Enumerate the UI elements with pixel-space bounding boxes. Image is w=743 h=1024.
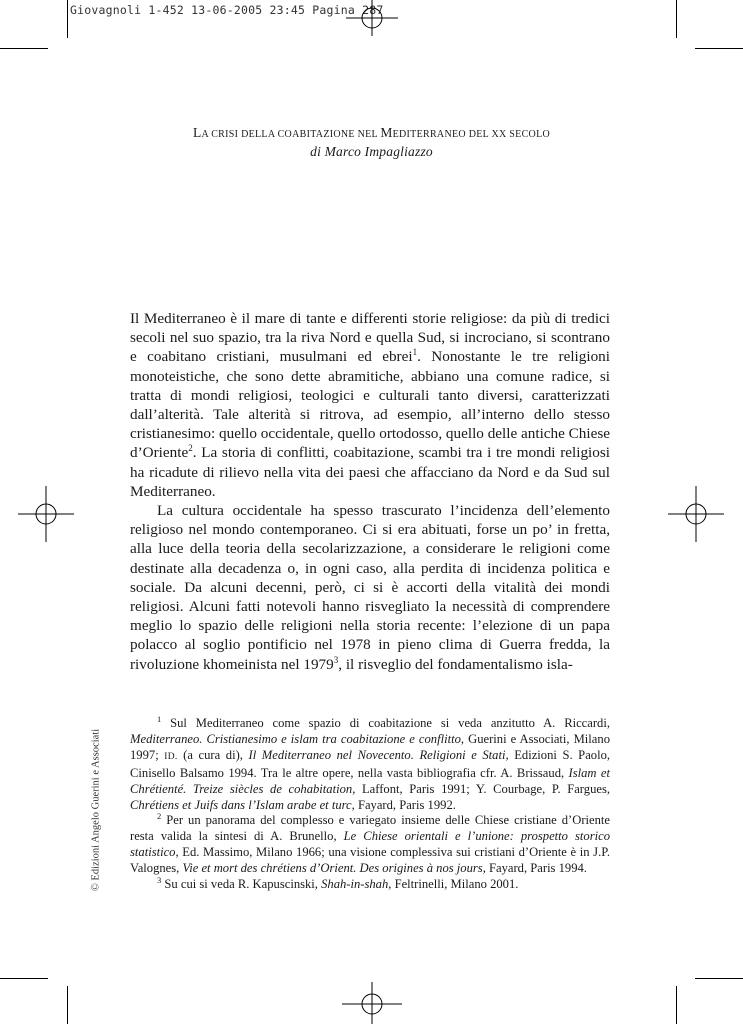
text-run: La cultura occidentale ha spesso trascurato l’incidenza dell’elemento religioso nel mondo contemporaneo. Ci si era abituati, forse un po’ in fretta, alla luce della teoria della secolarizzazione, a considerare le religioni come destinate alla decadenza o, in ogni caso, alla perdita di incidenza politica e sociale. Da alcuni decenni, però, ci si è accorti della vitalità dei mondi religiosi. Alcuni fatti notevoli hanno risvegliato la necessità di comprendere meglio lo spazio delle religioni nella storia recente: l’elezione di un papa polacco al soglio pontificio nel 1978 in pieno clima di Guerra fredda, la rivoluzione khomeinista nel 1979	[130, 502, 610, 673]
body-text	[130, 309, 610, 674]
chapter-author: di Marco Impagliazzo	[310, 144, 433, 159]
text-run: Per un panorama del complesso e variegato insieme delle Chiese cristiane d’Oriente resta valida la sintesi di A. Brunello,	[130, 813, 610, 844]
footnote-1	[130, 716, 610, 813]
text-run: . Nonostante le tre religioni monoteistiche, che sono dette abramitiche, abbiano una comune radice, si tratta di mondi religiosi, teologici e culturali tanto diversi, caratterizzati dall’alterità. Tale alterità si ritrova, ad esempio, all’interno dello stesso cristianesimo: quello occidentale, quello ortodosso, quello delle antiche Chiese d’Oriente	[130, 348, 610, 462]
text-run: Su cui si veda R. Kapuscinski,	[161, 877, 322, 892]
title-part: L	[192, 125, 202, 140]
text-run: Fayard, Paris 1994.	[485, 861, 587, 876]
footnote-ref-1: 1	[412, 347, 418, 358]
book-title: Vie et mort des chrétiens d’Orient. Des origines à nos jours,	[182, 861, 486, 876]
book-title: Il Mediterraneo nel Novecento. Religioni e Stati,	[248, 747, 509, 762]
crop-mark-bottom-left-v	[67, 986, 68, 1024]
text-run: (a cura di),	[177, 747, 249, 762]
book-title: Chrétiens et Juifs dans l’Islam arabe et turc,	[130, 797, 355, 812]
footnote-ref-2: 2	[188, 443, 193, 454]
paragraph-2	[130, 501, 610, 674]
footnote-ref-3: 3	[333, 654, 339, 665]
title-part: M	[380, 125, 393, 140]
book-title: Mediterraneo. Cristianesimo e islam tra coabitazione e conflitto,	[130, 731, 465, 746]
registration-mark-left	[14, 482, 78, 546]
print-slug: Giovagnoli 1-452 13-06-2005 23:45 Pagina 287	[70, 3, 384, 17]
ibidem-mark: ID.	[164, 751, 178, 762]
paragraph-1	[130, 309, 610, 501]
footnote-number: 3	[157, 875, 162, 886]
text-run: , Feltrinelli, Milano 2001.	[388, 877, 519, 892]
book-title: Le Chiese orientali e l’unione: prospetto storico statistico,	[130, 829, 611, 860]
footnote-2	[130, 813, 610, 877]
book-title: Islam et Chrétienté. Treize siècles de cohabitation,	[130, 765, 610, 796]
text-run: Il Mediterraneo è il mare di tante e differenti storie religiose: da più di tredici secoli nel suo spazio, tra la riva Nord e quella Sud, si incrociano, si scontrano e coabitano cristiani, musulmani ed ebrei	[130, 310, 610, 366]
crop-mark-bottom-left-h	[0, 978, 48, 979]
crop-mark-top-right-h	[695, 48, 743, 49]
text-run: Guerini e Associati, Milano 1997;	[130, 731, 610, 762]
text-run: Fayard, Paris 1992.	[354, 797, 456, 812]
copyright-text: © Edizioni Angelo Guerini e Associati	[90, 728, 102, 892]
text-run: Edizioni S. Paolo, Cinisello Balsamo 1994. Tra le altre opere, nella vasta bibliografia cfr. A. Brissaud,	[130, 747, 611, 780]
title-part: EDITERRANEO DEL XX SECOLO	[392, 129, 551, 140]
text-run: Ed. Massimo, Milano 1966; una visione complessiva sui cristiani d’Oriente è in J.P. Valognes,	[130, 845, 610, 876]
footnote-3	[130, 877, 610, 893]
text-run: Laffont, Paris 1991; Y. Courbage, P. Fargues,	[355, 781, 611, 796]
footnote-number: 1	[157, 714, 162, 724]
title-part: A CRISI DELLA COABITAZIONE NEL	[201, 129, 381, 140]
text-run: Sul Mediterraneo come spazio di coabitazione si veda anzitutto A. Riccardi,	[161, 716, 610, 730]
crop-mark-bottom-right-h	[695, 978, 743, 979]
registration-mark-bottom	[338, 982, 406, 1024]
text-run: , il risveglio del fondamentalismo isla-	[338, 655, 573, 673]
crop-mark-top-left-v	[67, 0, 68, 38]
footnotes	[130, 716, 610, 893]
book-title: Shah-in-shah	[321, 877, 389, 892]
crop-mark-top-left-h	[0, 48, 48, 49]
registration-mark-top	[340, 0, 404, 36]
chapter-title	[0, 125, 743, 141]
registration-mark-right	[664, 482, 728, 546]
crop-mark-bottom-right-v	[676, 986, 677, 1024]
text-run: . La storia di conflitti, coabitazione, scambi tra i tre mondi religiosi ha ricadute di rilievo nella vita dei paesi che affacciano da Nord e da Sud sul Mediterraneo.	[130, 444, 610, 500]
footnote-number: 2	[157, 811, 162, 822]
crop-mark-top-right-v	[676, 0, 677, 38]
